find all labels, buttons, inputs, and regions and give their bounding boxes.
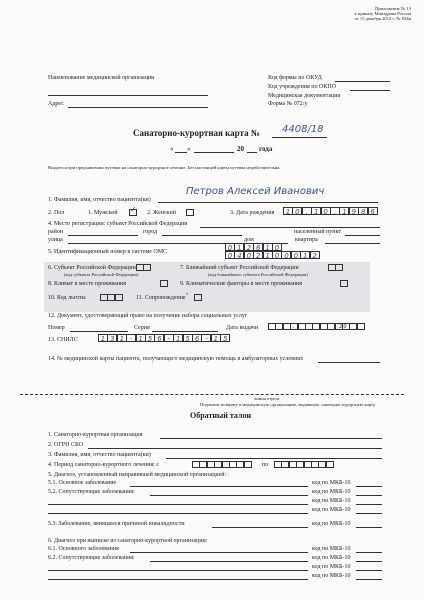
oms-bottom-cell-9[interactable]: 2 [310, 251, 320, 259]
dob-cell-7[interactable]: 9 [349, 207, 359, 215]
t5-2-line-c[interactable] [48, 513, 308, 514]
oms-top-cell-2[interactable]: 2 [244, 243, 254, 251]
t5-2-line-a[interactable] [150, 495, 308, 496]
t5-1-mkb-line[interactable] [356, 486, 382, 487]
f11-label: 11. Сопровождение [136, 295, 186, 301]
t6-1-line[interactable] [130, 552, 308, 553]
okpo-label: Код учреждения по ОКПО [268, 84, 337, 90]
f7-cells[interactable] [328, 264, 343, 271]
dob-cell-0[interactable]: 1 [283, 207, 293, 215]
address-line[interactable] [68, 107, 208, 108]
t5-2-line-b[interactable] [48, 504, 308, 505]
t6-2-mkb-c: код по МКБ-10 [312, 573, 351, 579]
f14-line[interactable] [318, 362, 380, 363]
dob-cell-2[interactable]: . [302, 207, 312, 215]
oms-bottom-cell-8[interactable]: 1 [300, 251, 310, 259]
oms-bottom-cell-1[interactable]: 4 [234, 251, 244, 259]
t5-3-mkb: код по МКБ-10 [312, 521, 351, 527]
f3-value-cells[interactable] [283, 207, 377, 215]
form-label: Форма № 072/у [268, 101, 308, 107]
t4-to-cells[interactable] [274, 461, 333, 468]
f7-sub: (код ближайшего субъекта Российской Федерации) [208, 272, 308, 277]
snils-cell-1[interactable]: 3 [107, 334, 117, 342]
f4-city-label: город [143, 229, 158, 235]
f4-house-label: дом [244, 237, 254, 243]
f10-cells[interactable] [100, 294, 122, 301]
oms-bottom-cell-7[interactable]: 0 [291, 251, 301, 259]
f4-city-line[interactable] [162, 235, 242, 236]
f5-label: 5. Идентификационный номер в системе ОМС [48, 249, 168, 255]
year-line[interactable] [247, 152, 257, 153]
card-title: Санаторно-курортная карта № [133, 128, 260, 138]
cut-line-label: линия отреза [254, 396, 280, 401]
snils-cell-13[interactable]: 5 [220, 334, 230, 342]
okud-label: Код формы по ОКУД [268, 75, 322, 81]
f12-year: 2 0 [339, 324, 347, 330]
check-mark-icon: ✓ [130, 205, 137, 214]
oms-bottom-cell-4[interactable]: 1 [263, 251, 273, 259]
oms-top-cell-1[interactable]: 1 [234, 243, 244, 251]
okpo-line[interactable] [350, 90, 390, 91]
oms-top-cell-0[interactable]: 0 [225, 243, 235, 251]
t6-2-mkb-a-line[interactable] [356, 561, 382, 562]
snils-cell-6[interactable]: 6 [154, 334, 164, 342]
t5-1-line[interactable] [130, 486, 308, 487]
date-open-quote: « [170, 145, 174, 153]
t5-2-mkb-b-line[interactable] [356, 504, 382, 505]
t5-1-label: 5.1. Основное заболевание [48, 480, 117, 486]
year-suffix: года [259, 145, 273, 153]
f10-label: 10. Код льготы [48, 295, 86, 301]
f2-male-label: 1. Мужской [88, 210, 118, 216]
snils-cell-3[interactable]: - [126, 334, 136, 342]
f4-apartment-label: квартира [295, 237, 318, 243]
f13-label: 13. СНИЛС [48, 337, 78, 343]
f12-label: 12. Документ, удостоверяющий право на получение набора социальных услуг [48, 313, 248, 319]
snils-cell-5[interactable]: 5 [145, 334, 155, 342]
org-name-label: Наименование медицинской организации [48, 75, 155, 81]
t5-1-mkb: код по МКБ-10 [312, 480, 351, 486]
return-note: Подлежит возврату в медицинскую организацию, выдавшую санаторно-курортную карту [200, 402, 376, 407]
t6-2-line-a[interactable] [150, 561, 308, 562]
snils-cell-8[interactable]: 1 [173, 334, 183, 342]
t5-2-mkb-a: код по МКБ-10 [312, 489, 351, 495]
doc-label: Медицинская документация [268, 93, 341, 99]
appendix-block [354, 6, 411, 21]
t6-2-mkb-b-line[interactable] [356, 570, 382, 571]
t5-label: 5. Диагноз, установленный направившей медицинской организацией: [48, 472, 227, 478]
card-number: 4408/18 [282, 124, 324, 135]
f4-district-label: район [48, 229, 64, 235]
f9-cells[interactable] [340, 280, 347, 287]
f4-apartment-line[interactable] [325, 243, 380, 244]
t1-line[interactable] [160, 438, 382, 439]
t6-label: 6. Диагноз при выписке из санаторно-курортной организации: [48, 538, 208, 544]
f12-date-cells[interactable] [268, 323, 364, 330]
f6-sub: (код субъекта Российской Федерации) [64, 272, 139, 277]
f12-number-line[interactable] [70, 331, 128, 332]
day-line[interactable] [175, 152, 187, 153]
t4-from-cells[interactable] [192, 461, 251, 468]
f2-female-checkbox[interactable] [186, 209, 194, 216]
t5-3-mkb-line[interactable] [356, 527, 382, 528]
snils-cell-2[interactable]: 1 [117, 334, 127, 342]
f5-value-top[interactable] [225, 243, 281, 251]
oms-top-cell-5[interactable]: 0 [272, 243, 282, 251]
f12-dot: . [293, 324, 295, 330]
section-title: Обратный талон [190, 411, 252, 420]
t6-2-mkb-c-line[interactable] [356, 579, 382, 580]
dob-cell-4[interactable]: 0 [321, 207, 331, 215]
appendix-line2: к приказу Минздрава России [354, 11, 411, 16]
t2-line[interactable] [88, 448, 382, 449]
oms-bottom-cell-0[interactable]: 0 [225, 251, 235, 259]
address-label: Адрес [48, 101, 64, 107]
dob-cell-3[interactable]: 1 [311, 207, 321, 215]
t4-to-label: по [262, 462, 269, 468]
f12-number-label: Номер [48, 325, 65, 331]
oms-bottom-cell-6[interactable]: 0 [281, 251, 291, 259]
f2-female-label: 2. Женский [147, 210, 176, 216]
t5-2-mkb-c-line[interactable] [356, 513, 382, 514]
dob-cell-9[interactable]: 6 [368, 207, 378, 215]
f1-value: Петров Алексей Иванович [186, 186, 325, 197]
f6-cells[interactable] [136, 264, 151, 271]
f4-street-line[interactable] [68, 243, 238, 244]
f12-series-label: Серия [134, 325, 150, 331]
f4-label: 4. Место регистрации: субъект Российской Федерации [48, 221, 188, 227]
issued-note: Выдается при предъявлении путевки на санаторно-курортное лечение. Без настоящей карты путевка недействительна. [48, 165, 281, 170]
f14-label: 14. № медицинской карты пациента, получающего медицинскую помощь в амбулаторных условиях [48, 356, 304, 362]
f13-value-cells[interactable] [98, 334, 230, 342]
t6-2-label: 6.2. Сопутствующие заболевания: [48, 555, 135, 561]
t6-1-label: 6.1. Основного заболевания [48, 546, 119, 552]
t5-2-mkb-a-line[interactable] [356, 495, 382, 496]
f8-cells[interactable] [160, 280, 167, 287]
t3-label: 3. Фамилия, имя, отчество пациента(ки) [48, 452, 151, 458]
f4-district-line[interactable] [68, 235, 138, 236]
okud-line[interactable] [335, 81, 390, 82]
t6-1-mkb: код по МКБ-10 [312, 546, 351, 552]
org-name-line[interactable] [48, 95, 208, 96]
snils-cell-4[interactable]: 1 [136, 334, 146, 342]
oms-top-cell-3[interactable]: 6 [253, 243, 263, 251]
t6-2-mkb-b: код по МКБ-10 [312, 564, 351, 570]
t5-3-label: 5.3. Заболевание, явившееся причиной инвалидности [48, 521, 185, 527]
f7-label: 7. Ближайший субъект Российской Федерации [180, 265, 299, 271]
snils-cell-11[interactable]: - [201, 334, 211, 342]
appendix-line3: от 15 декабря 2014 г. № 834н [354, 16, 411, 21]
dob-cell-5[interactable]: . [330, 207, 340, 215]
cut-line [20, 394, 404, 395]
snils-cell-7[interactable]: - [164, 334, 174, 342]
t2-label: 2. ОГРН СКО [48, 442, 84, 448]
snils-cell-0[interactable]: 1 [98, 334, 108, 342]
year-prefix: 20 [237, 145, 244, 153]
dob-cell-6[interactable]: 1 [339, 207, 349, 215]
t6-1-mkb-line[interactable] [356, 552, 382, 553]
oms-bottom-cell-3[interactable]: 2 [253, 251, 263, 259]
date-close-quote: » [187, 145, 191, 153]
f8-label: 8. Климат в месте проживания [48, 281, 126, 287]
appendix-line1: Приложение № 13 [375, 6, 411, 11]
f9-label: 9. Климатические факторы в месте проживания [180, 281, 302, 287]
oms-bottom-cell-5[interactable]: 0 [272, 251, 282, 259]
t6-2-line-b[interactable] [48, 570, 308, 571]
t5-2-mkb-c: код по МКБ-10 [312, 507, 351, 513]
t6-2-mkb-a: код по МКБ-10 [312, 555, 351, 561]
t3-line[interactable] [166, 458, 382, 459]
f5-value-bottom[interactable] [225, 251, 319, 259]
f4-subject-line[interactable] [200, 227, 380, 228]
f2-label: 2. Пол [48, 210, 65, 216]
t4-label: 4. Период санаторно-курортного лечения: с [48, 462, 160, 468]
oms-bottom-cell-2[interactable]: 0 [244, 251, 254, 259]
snils-cell-9[interactable]: 5 [183, 334, 193, 342]
t1-label: 1. Санаторно-курортная организация [48, 432, 143, 438]
card-number-line [272, 137, 327, 138]
f3-label: 3. Дата рождения [230, 210, 275, 216]
t5-2-label: 5.2. Сопутствующие заболевания: [48, 489, 135, 495]
snils-cell-10[interactable]: 6 [192, 334, 202, 342]
f12-issue-date-label: Дата выдачи [226, 325, 259, 331]
dob-cell-1[interactable]: 0 [292, 207, 302, 215]
f6-label: 6. Субъект Российской Федерации [48, 265, 136, 271]
f12-series-line[interactable] [152, 331, 218, 332]
month-line[interactable] [194, 152, 234, 153]
oms-top-cell-4[interactable]: 1 [263, 243, 273, 251]
f4-street-label: улица [48, 237, 63, 243]
t5-3-line[interactable] [212, 527, 308, 528]
f1-label: 1. Фамилия, имя, отчество пациента(ки) [48, 197, 151, 203]
snils-cell-12[interactable]: 1 [211, 334, 221, 342]
t6-2-line-c[interactable] [48, 579, 308, 580]
f4-settlement-line[interactable] [345, 235, 380, 236]
f11-cells[interactable] [194, 294, 201, 301]
f1-line[interactable] [158, 202, 378, 203]
dob-cell-8[interactable]: 8 [358, 207, 368, 215]
f4-settlement-label: населенный пункт [294, 229, 341, 235]
f11-sup: * [186, 292, 189, 297]
t5-2-mkb-b: код по МКБ-10 [312, 498, 351, 504]
